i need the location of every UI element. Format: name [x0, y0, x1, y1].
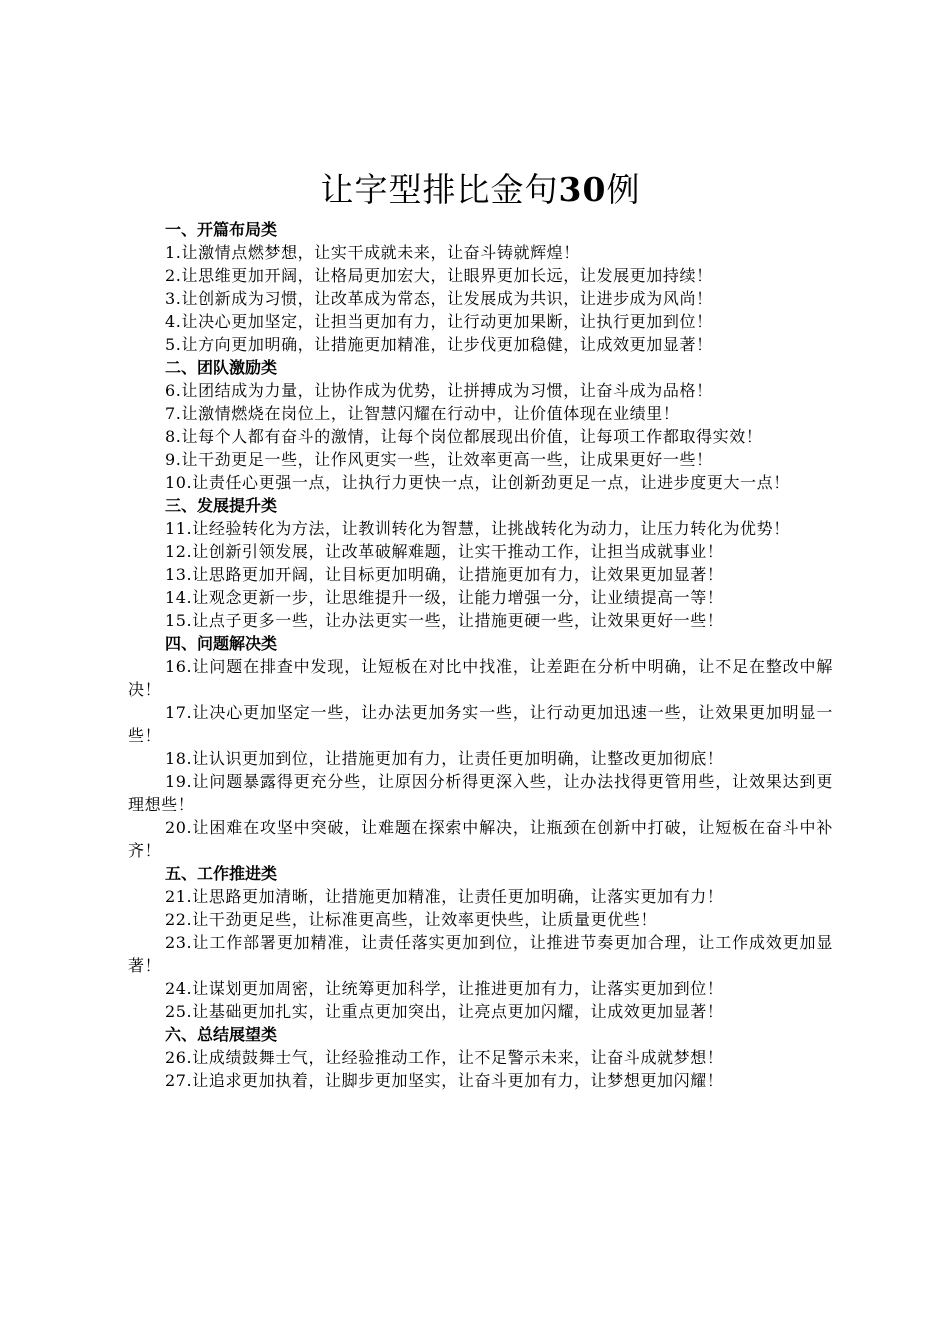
- section-opening: [128, 218, 833, 356]
- list-item: 9.让干劲更足一些，让作风更实一些，让效率更高一些，让成果更好一些！: [165, 450, 713, 469]
- list-item: 16.让问题在排查中发现，让短板在对比中找准，让差距在分析中明确，让不足在整改中解决！: [128, 657, 833, 699]
- list-item: 21.让思路更加清晰，让措施更加精准，让责任更加明确，让落实更加有力！: [165, 887, 724, 906]
- section-problem-solving: [128, 632, 833, 862]
- list-item: 5.让方向更加明确，让措施更加精准，让步伐更加稳健，让成效更加显著！: [165, 335, 713, 354]
- section-summary: [128, 1023, 833, 1092]
- document-page: [128, 166, 833, 1092]
- list-item: 11.让经验转化为方法，让教训转化为智慧，让挑战转化为动力，让压力转化为优势！: [165, 519, 790, 538]
- list-item: 27.让追求更加执着，让脚步更加坚实，让奋斗更加有力，让梦想更加闪耀！: [165, 1071, 724, 1090]
- title-number: 30: [558, 170, 607, 209]
- title-text: 让字型排比金句: [320, 170, 559, 209]
- list-item: 10.让责任心更强一点，让执行力更快一点，让创新劲更足一点，让进步度更大一点！: [165, 473, 790, 492]
- list-item: 12.让创新引领发展，让改革破解难题，让实干推动工作，让担当成就事业！: [165, 542, 724, 561]
- list-item: 19.让问题暴露得更充分些，让原因分析得更深入些，让办法找得更管用些，让效果达到更理想些！: [128, 772, 833, 814]
- list-item: 1.让激情点燃梦想，让实干成就未来，让奋斗铸就辉煌！: [165, 243, 580, 262]
- list-item: 14.让观念更新一步，让思维提升一级，让能力增强一分，让业绩提高一等！: [165, 588, 724, 607]
- page-title: [128, 166, 833, 214]
- list-item: 23.让工作部署更加精准，让责任落实更加到位，让推进节奏更加合理，让工作成效更加显著！: [128, 933, 833, 975]
- list-item: 4.让决心更加坚定，让担当更加有力，让行动更加果断，让执行更加到位！: [165, 312, 713, 331]
- section-heading: 二、团队激励类: [165, 358, 278, 377]
- list-item: 22.让干劲更足些，让标准更高些，让效率更快些，让质量更优些！: [165, 910, 658, 929]
- list-item: 26.让成绩鼓舞士气，让经验推动工作，让不足警示未来，让奋斗成就梦想！: [165, 1048, 724, 1067]
- list-item: 3.让创新成为习惯，让改革成为常态，让发展成为共识，让进步成为风尚！: [165, 289, 713, 308]
- section-team: [128, 356, 833, 494]
- list-item: 2.让思维更加开阔，让格局更加宏大，让眼界更加长远，让发展更加持续！: [165, 266, 713, 285]
- section-development: [128, 494, 833, 632]
- section-heading: 六、总结展望类: [165, 1025, 278, 1044]
- section-heading: 三、发展提升类: [165, 496, 278, 515]
- list-item: 18.让认识更加到位，让措施更加有力，让责任更加明确，让整改更加彻底！: [165, 749, 724, 768]
- title-suffix: 例: [606, 170, 641, 209]
- section-work-progress: [128, 862, 833, 1023]
- section-heading: 四、问题解决类: [165, 634, 278, 653]
- list-item: 20.让困难在攻坚中突破，让难题在探索中解决，让瓶颈在创新中打破，让短板在奋斗中补齐！: [128, 818, 833, 860]
- list-item: 6.让团结成为力量，让协作成为优势，让拼搏成为习惯，让奋斗成为品格！: [165, 381, 713, 400]
- list-item: 8.让每个人都有奋斗的激情，让每个岗位都展现出价值，让每项工作都取得实效！: [165, 427, 763, 446]
- list-item: 7.让激情燃烧在岗位上，让智慧闪耀在行动中，让价值体现在业绩里！: [165, 404, 680, 423]
- list-item: 13.让思路更加开阔，让目标更加明确，让措施更加有力，让效果更加显著！: [165, 565, 724, 584]
- list-item: 25.让基础更加扎实，让重点更加突出，让亮点更加闪耀，让成效更加显著！: [165, 1002, 724, 1021]
- list-item: 17.让决心更加坚定一些，让办法更加务实一些，让行动更加迅速一些，让效果更加明显一些！: [128, 703, 833, 745]
- list-item: 15.让点子更多一些，让办法更实一些，让措施更硬一些，让效果更好一些！: [165, 611, 724, 630]
- section-heading: 五、工作推进类: [165, 864, 278, 883]
- section-heading: 一、开篇布局类: [165, 220, 278, 239]
- list-item: 24.让谋划更加周密，让统筹更加科学，让推进更加有力，让落实更加到位！: [165, 979, 724, 998]
